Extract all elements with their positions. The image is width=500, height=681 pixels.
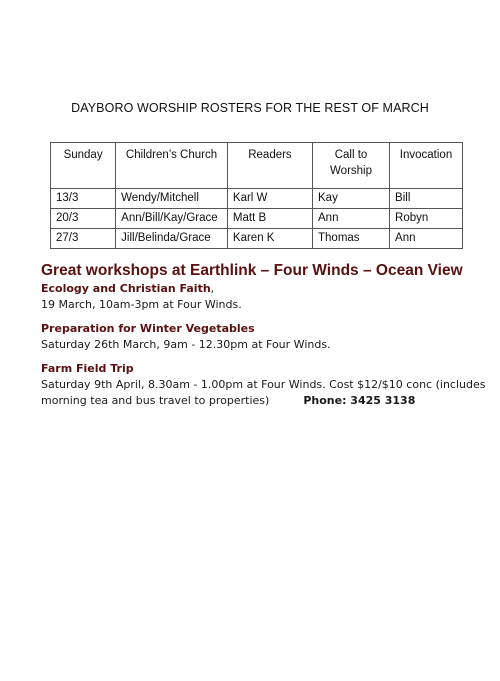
cell-call-to-worship: Thomas	[313, 229, 390, 249]
cell-childrens-church: Wendy/Mitchell	[116, 189, 228, 209]
header-call-to-worship-line2: Worship	[330, 165, 372, 177]
workshop-details: Saturday 26th March, 9am - 12.30pm at Four Winds.	[41, 338, 331, 351]
cell-childrens-church: Jill/Belinda/Grace	[116, 229, 228, 249]
workshop-details: 19 March, 10am-3pm at Four Winds.	[41, 298, 242, 311]
table-row	[51, 209, 463, 229]
cell-invocation: Ann	[390, 229, 463, 249]
workshop-details-line2: morning tea and bus travel to properties)	[41, 394, 270, 407]
cell-sunday: 20/3	[51, 209, 116, 229]
cell-readers: Matt B	[227, 209, 312, 229]
cell-call-to-worship: Ann	[313, 209, 390, 229]
table-row	[51, 189, 463, 209]
workshop-ecology	[41, 281, 242, 313]
cell-invocation: Bill	[390, 189, 463, 209]
header-invocation: Invocation	[390, 143, 463, 189]
workshop-title-suffix: ,	[210, 282, 215, 295]
header-call-to-worship-line1: Call to	[334, 149, 368, 161]
workshops-heading: Great workshops at Earthlink – Four Winds – Ocean View	[41, 262, 463, 279]
cell-sunday: 13/3	[51, 189, 116, 209]
table-row	[51, 229, 463, 249]
workshop-farm-field-trip	[41, 361, 486, 409]
cell-readers: Karl W	[227, 189, 312, 209]
cell-readers: Karen K	[227, 229, 312, 249]
roster-table	[50, 142, 463, 249]
workshop-winter-vegetables	[41, 321, 331, 353]
phone-number: Phone: 3425 3138	[303, 394, 416, 407]
table-header-row	[51, 143, 463, 189]
cell-childrens-church: Ann/Bill/Kay/Grace	[116, 209, 228, 229]
workshop-details-line1: Saturday 9th April, 8.30am - 1.00pm at Four Winds. Cost $12/$10 conc (includes	[41, 378, 486, 391]
workshop-title: Ecology and Christian Faith	[41, 282, 211, 295]
cell-invocation: Robyn	[390, 209, 463, 229]
workshop-title: Preparation for Winter Vegetables	[41, 322, 255, 335]
cell-sunday: 27/3	[51, 229, 116, 249]
header-sunday: Sunday	[51, 143, 116, 189]
workshop-title: Farm Field Trip	[41, 362, 134, 375]
page-title: DAYBORO WORSHIP ROSTERS FOR THE REST OF MARCH	[71, 101, 429, 115]
header-call-to-worship	[313, 143, 390, 189]
header-childrens-church: Children’s Church	[116, 143, 228, 189]
header-readers: Readers	[227, 143, 312, 189]
cell-call-to-worship: Kay	[313, 189, 390, 209]
